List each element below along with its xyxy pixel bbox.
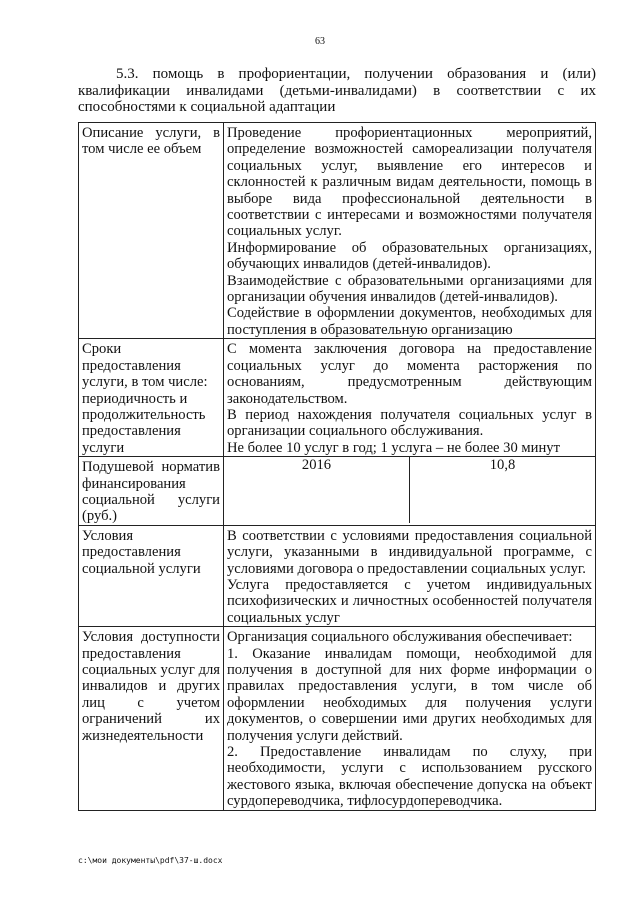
section-heading-text: 5.3. помощь в профориентации, получении образования и (или) квалификации инвалидами (детьми-инвалидами) в соответствии с их способностями к социальной адаптации [78, 66, 596, 115]
row-content [224, 339, 596, 457]
page-number: 63 [315, 36, 325, 47]
row-content [224, 627, 596, 810]
paragraph: Взаимодействие с образовательными организациями для организации обучения инвалидов (детей-инвалидов). [227, 272, 592, 306]
paragraph: Не более 10 услуг в год; 1 услуга – не более 30 минут [227, 439, 560, 456]
table-row [79, 123, 596, 339]
service-table [78, 122, 596, 811]
row-content [224, 525, 596, 626]
row-label: Условия доступности предоставления социальных услуг для инвалидов и других лиц с учетом ограничений их жизнедеятельности [79, 627, 224, 810]
table-row [79, 627, 596, 810]
paragraph: В период нахождения получателя социальных услуг в организации социального обслуживания. [227, 406, 592, 440]
paragraph: Организация социального обслуживания обеспечивает: [227, 629, 573, 646]
normative-value: 10,8 [489, 457, 516, 474]
row-label: Условия предоставления социальной услуги [79, 525, 224, 626]
table-row [79, 457, 596, 526]
normative-year: 2016 [224, 457, 410, 523]
section-heading [78, 66, 596, 116]
table-row [79, 339, 596, 457]
paragraph: С момента заключения договора на предоставление социальных услуг до момента расторжения по основаниям, предусмотренным действующим законодательством. [227, 341, 592, 407]
paragraph: В соответствии с условиями предоставления социальной услуги, указанными в индивидуальной программе, с условиями договора о предоставлении социальных услуг. [227, 527, 592, 577]
paragraph: 2. Предоставление инвалидам по слуху, при необходимости, услуги с использованием русского жестового языка, включая обеспечение допуска на объект сурдопереводчика, тифлосурдопереводчика. [227, 744, 592, 810]
row-label: Описание услуги, в том числе ее объем [79, 123, 224, 339]
paragraph: Проведение профориентационных мероприятий, определение возможностей самореализации получателя социальных услуг, выявление его интересов и склонностей к различным видам деятельности, помощь в выборе вида профессиональной деятельности в соответствии с интересами и возможностями получателя социальных услуг. [227, 125, 592, 240]
row-label: Подушевой норматив финансирования социальной услуги (руб.) [79, 457, 224, 526]
normative-values [224, 457, 595, 523]
paragraph: Информирование об образовательных организациях, обучающих инвалидов (детей-инвалидов). [227, 239, 592, 273]
row-label: Сроки предоставления услуги, в том числе: периодичность и продолжительность предоставления услуги [79, 339, 224, 457]
file-path-footer: c:\мои документы\pdf\37-ш.docx [78, 856, 223, 865]
paragraph: Содействие в оформлении документов, необходимых для поступления в образовательную организацию [227, 305, 592, 338]
table-row [79, 525, 596, 626]
row-content [224, 457, 596, 526]
row-content [224, 123, 596, 339]
paragraph: 1. Оказание инвалидам помощи, необходимой для получения в доступной для них форме информации о правилах предоставления услуги, в том числе об оформлении необходимых для получения услуги документов, о совершении ими других необходимых для получения услуги действий. [227, 645, 592, 744]
paragraph: Услуга предоставляется с учетом индивидуальных психофизических и личностных особенностей получателя социальных услуг [227, 576, 592, 626]
